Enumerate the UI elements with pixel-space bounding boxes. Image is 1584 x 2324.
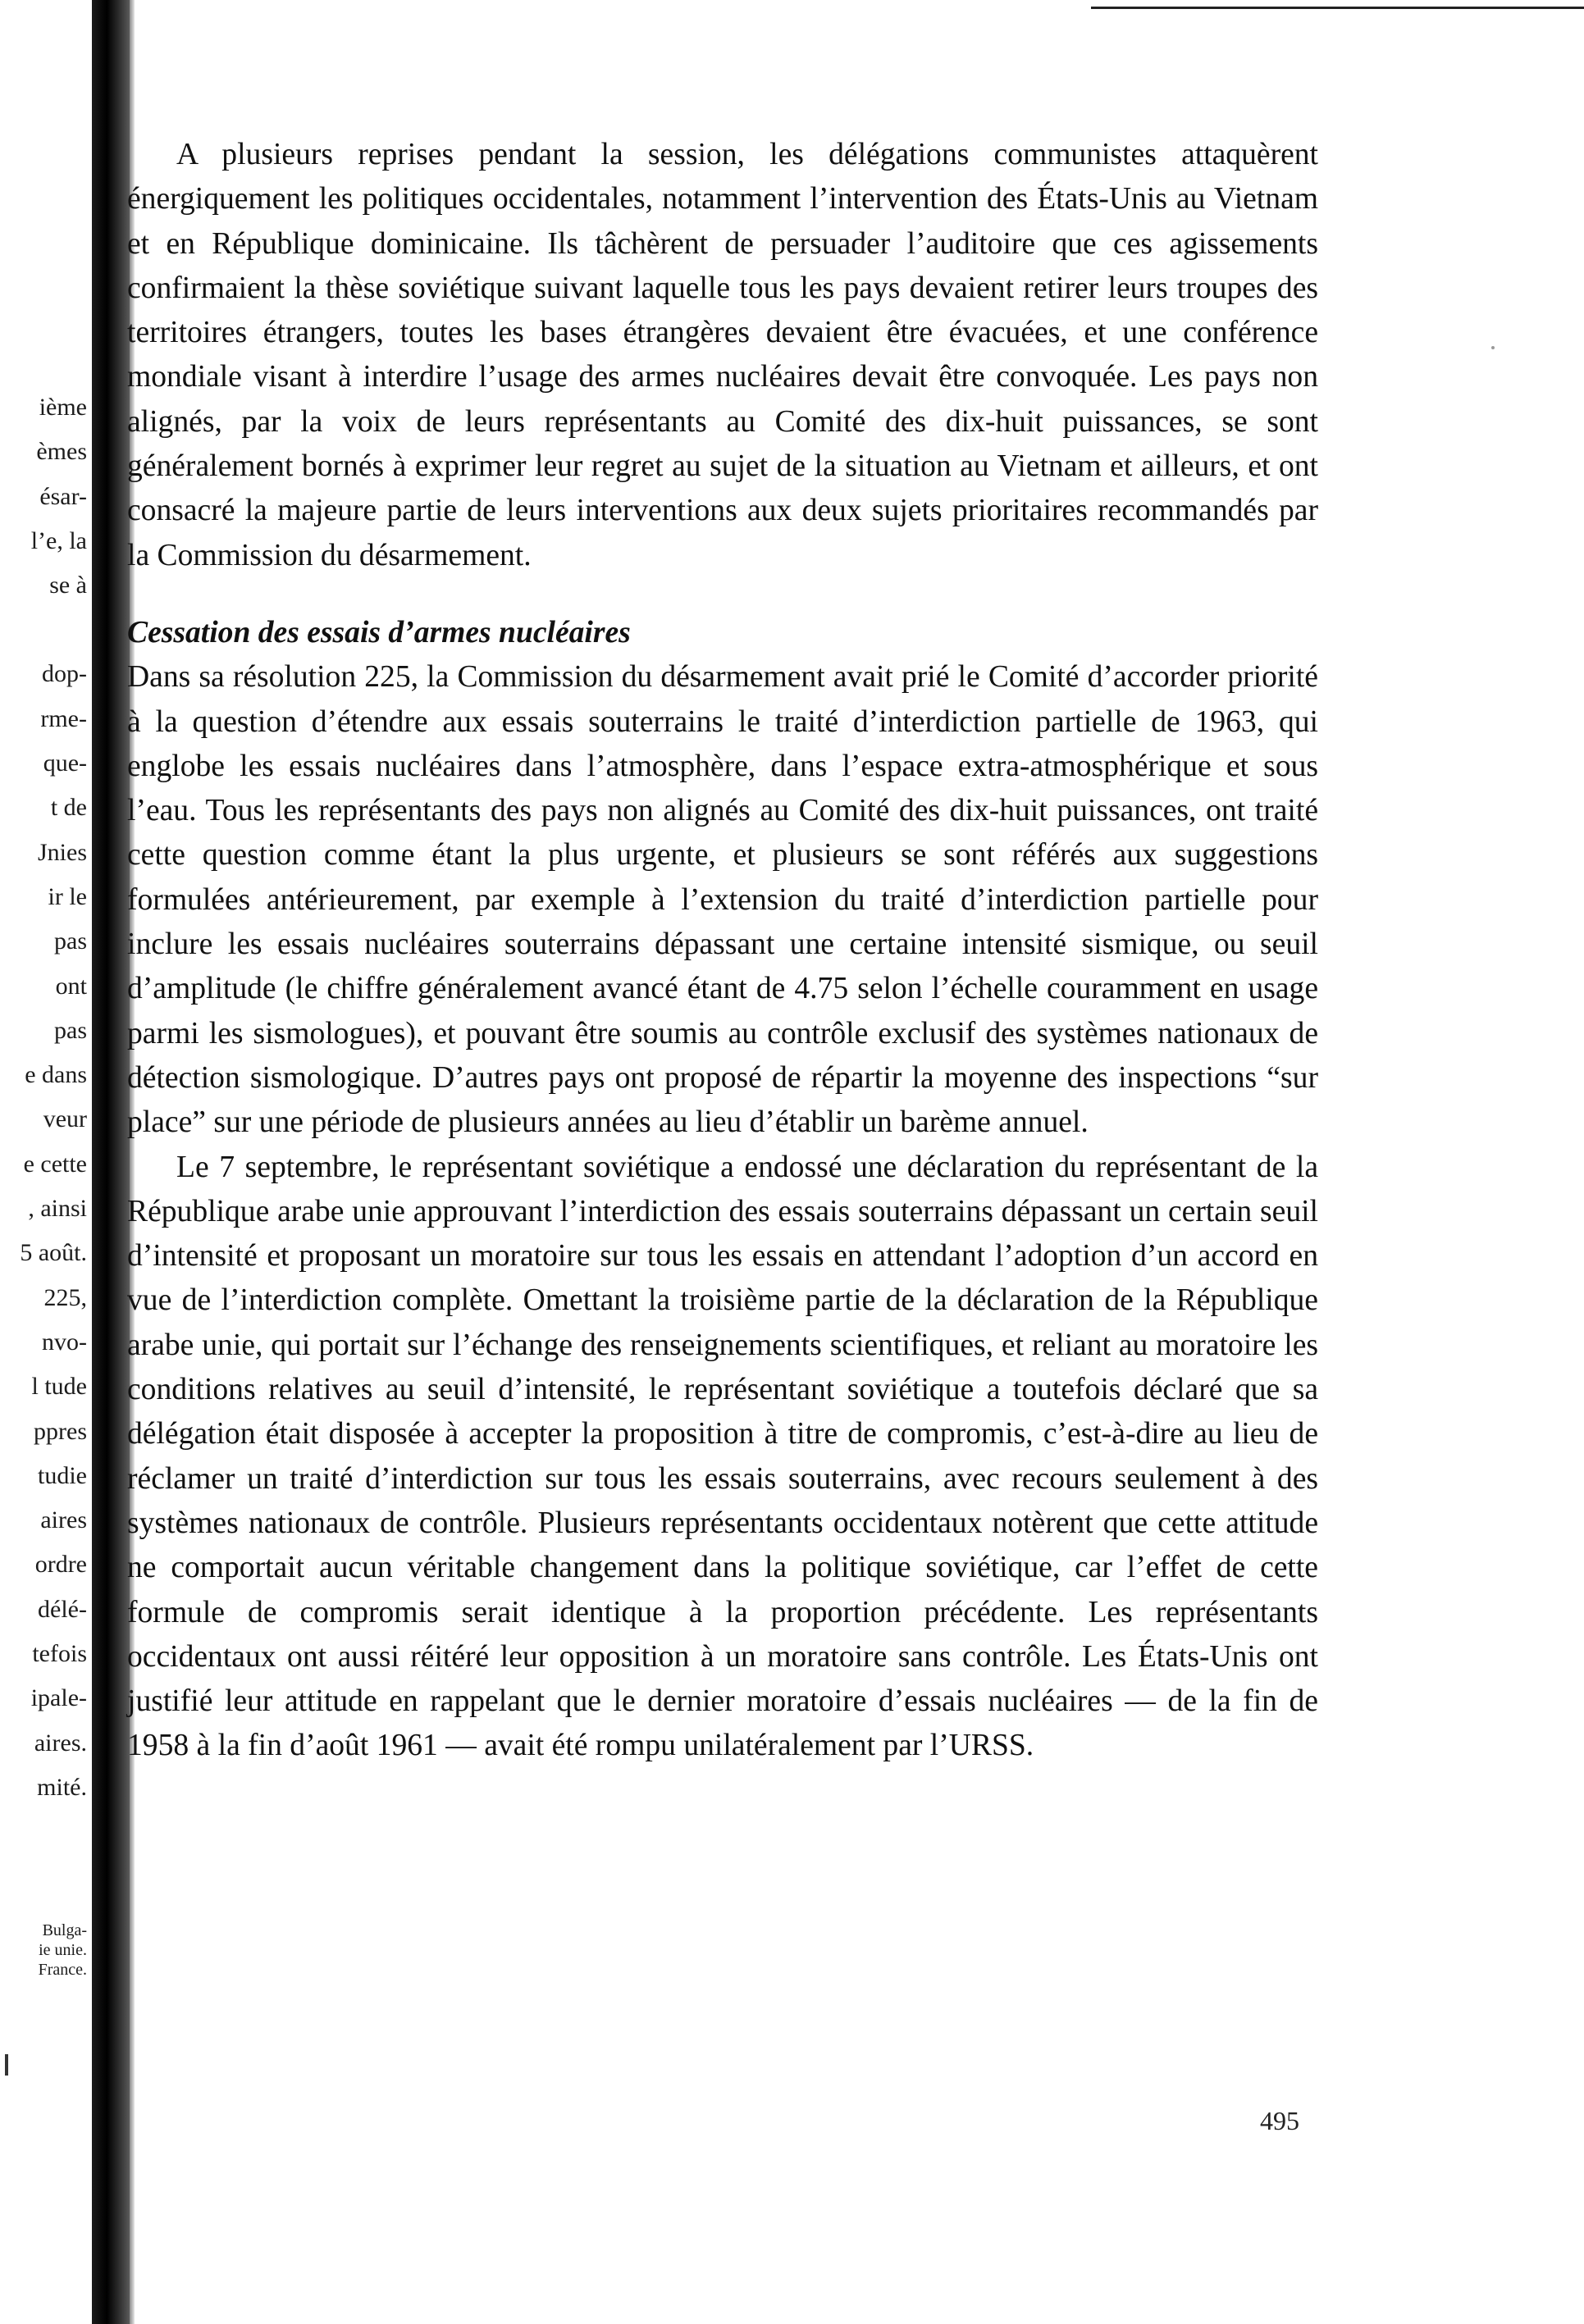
facing-fragment: rme- xyxy=(40,704,87,732)
facing-fragment: 5 août. xyxy=(20,1239,87,1267)
facing-fragment: dop- xyxy=(42,660,87,688)
page-number: 495 xyxy=(1260,2106,1299,2135)
facing-fragment: ppres xyxy=(34,1417,87,1445)
facing-fragment: l’e, la xyxy=(30,526,87,554)
facing-fragment: veur xyxy=(43,1105,87,1133)
paragraph: Dans sa résolution 225, la Commission du désarmement avait prié le Comité d’accorder priorité à la question d’étendre aux essais souterrains le traité d’interdiction partielle de 1963, qui englobe les essais nucléaires dans l’atmosphère, dans l’espace extra-atmosphérique et sous l’eau. Tous les représentants des pays non alignés au Comité des dix-huit puissances, ont traité cette question comme étant la plus urgente, et plusieurs se sont référés aux suggestions formulées antérieurement, par exemple à l’extension du traité d’interdiction partielle pour inclure les essais nucléaires souterrains dépassant une certaine intensité sismique, ou seuil d’amplitude (le chiffre généralement avancé étant de 4.75 selon l’échelle couramment en usage parmi les sismologues), et pouvant être soumis au contrôle exclusif des systèmes nationaux de détection sismologique. D’autres pays ont proposé de répartir la moyenne des inspections “sur place” sur une période de plusieurs années au lieu d’établir un barème annuel. xyxy=(127,660,1318,1140)
facing-fragment: 225, xyxy=(43,1283,87,1311)
facing-fragment: aires xyxy=(40,1506,87,1534)
facing-fragment: mité. xyxy=(37,1773,87,1801)
top-rule xyxy=(1091,7,1584,9)
facing-fragment: t de xyxy=(50,794,87,822)
facing-fragment: que- xyxy=(43,750,87,777)
facing-fragment: e cette xyxy=(23,1150,87,1178)
facing-note: France. xyxy=(38,1961,87,1979)
facing-fragment: Jnies xyxy=(38,838,87,866)
facing-note: Bulga- xyxy=(42,1921,87,1939)
facing-fragment: ordre xyxy=(34,1551,87,1579)
paragraph: A plusieurs reprises pendant la session, les délégations communistes attaquèrent énergiquement les politiques occidentales, notamment l’intervention des États-Unis au Vietnam et en République dominicaine. Ils tâchèrent de persuader l’auditoire que ces agissements confirmaient la thèse soviétique suivant laquelle tous les pays devaient retirer leurs troupes des territoires étrangers, toutes les bases étrangères devaient être évacuées, et une conférence mondiale visant à interdire l’usage des armes nucléaires devait être convoquée. Les pays non alignés, par la voix de leurs représentants au Comité des dix-huit puissances, se sont généralement bornés à exprimer leur regret au sujet de la situation au Vietnam et ailleurs, et ont consacré la majeure partie de leurs interventions aux deux sujets prioritaires recommandés par la Commission du désarmement. xyxy=(127,138,1318,572)
book-gutter xyxy=(92,0,130,2324)
facing-gap xyxy=(0,608,90,652)
facing-note: ie unie. xyxy=(39,1941,87,1959)
facing-fragment: èmes xyxy=(36,438,87,466)
facing-fragment: tefois xyxy=(32,1640,87,1668)
facing-fragment: aires. xyxy=(34,1729,87,1757)
facing-fragment: ir le xyxy=(48,882,87,910)
facing-page-footnotes xyxy=(0,1921,90,1980)
facing-fragment: pas xyxy=(54,1016,87,1044)
facing-fragment: ésar- xyxy=(39,482,87,510)
facing-fragment: nvo- xyxy=(42,1328,87,1356)
facing-fragment: pas xyxy=(54,927,87,955)
facing-fragment: e dans xyxy=(25,1061,87,1089)
page-body xyxy=(127,133,1318,1769)
facing-fragment: se à xyxy=(49,572,87,599)
facing-fragment: délé- xyxy=(38,1595,87,1623)
facing-fragment: , ainsi xyxy=(28,1195,87,1223)
facing-fragment: ipale- xyxy=(30,1684,87,1712)
paragraph: Le 7 septembre, le représentant soviétique a endossé une déclaration du représentant de la République arabe unie approuvant l’interdiction des essais souterrains dépassant un certain seuil d’intensité et proposant un moratoire sur tous les essais en attendant l’adoption d’un accord en vue de l’interdiction complète. Omettant la troisième partie de la déclaration de la République arabe unie, qui portait sur l’échange des renseignements scientifiques, et reliant au moratoire les conditions relatives au seuil d’intensité, le représentant soviétique a toutefois déclaré que sa délégation était disposée à accepter la proposition à titre de compromis, c’est-à-dire au lieu de réclamer un traité d’interdiction sur tous les essais souterrains, avec recours seulement à des systèmes nationaux de contrôle. Plusieurs représentants occidentaux notèrent que cette attitude ne comportait aucun véritable changement dans la politique soviétique, car l’effet de cette formule de compromis serait identique à la proportion précédente. Les représentants occidentaux ont aussi réitéré leur opposition à un moratoire sans contrôle. Les États-Unis ont justifié leur attitude en rappelant que le dernier moratoire d’essais nucléaires — de la fin de 1958 à la fin d’août 1961 — avait été rompu unilatéralement par l’URSS. xyxy=(127,1150,1318,1763)
scan-speck xyxy=(1491,346,1495,349)
section-heading: Cessation des essais d’armes nucléaires xyxy=(127,615,631,649)
facing-fragment: ont xyxy=(55,972,87,1000)
facing-fragment: tudie xyxy=(38,1461,87,1489)
facing-fragment: l tude xyxy=(31,1373,87,1401)
facing-page-margin-text xyxy=(0,385,90,1810)
facing-fragment: ième xyxy=(39,394,87,421)
margin-mark xyxy=(5,2054,8,2076)
